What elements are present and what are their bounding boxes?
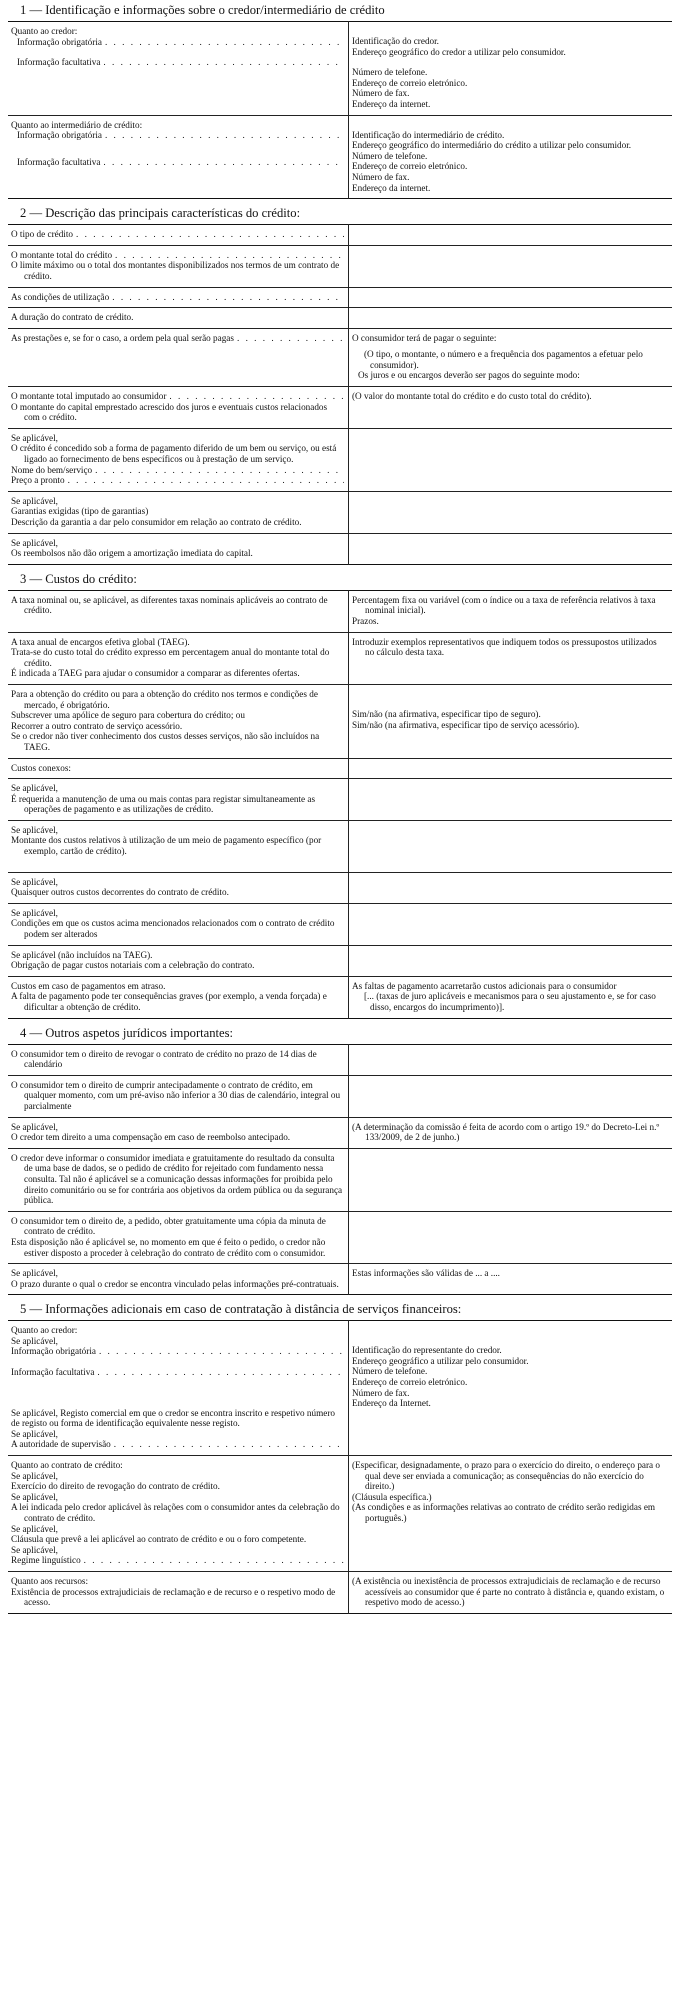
dot-leader xyxy=(84,1555,344,1566)
table-row xyxy=(8,387,672,429)
text-line: Endereço de correio eletrónico. xyxy=(352,1377,468,1388)
leader-field xyxy=(11,475,344,486)
field-label: Informação facultativa xyxy=(11,1367,95,1378)
text-line: O credor deve informar o consumidor imediata e gratuitamente do resultado da consulta de uma base de dados, se o pedido de crédito for rejeitado com fundamento nessa consulta. Tal não é aplicável se a comunicação dessas informações for proibida pelo direito comunitário ou se for contrária aos objetivos da ordem pública ou da segurança pública. xyxy=(11,1152,343,1206)
text-line: Se aplicável, xyxy=(11,876,58,887)
dot-leader xyxy=(112,292,344,303)
row-info-cell xyxy=(349,533,673,564)
text-line: Cláusula que prevê a lei aplicável ao contrato de crédito e ou o foro competente. xyxy=(11,1534,307,1545)
field-label: Informação obrigatória xyxy=(11,1346,96,1357)
text-line: Identificação do intermediário de crédito. xyxy=(352,129,505,140)
text-line: Custos em caso de pagamentos em atraso. xyxy=(11,980,166,991)
row-label-cell xyxy=(8,1044,349,1075)
text-line: Se o credor não tiver conhecimento dos custos desses serviços, não são incluídos na TAEG. xyxy=(11,731,320,752)
text-line: (A determinação da comissão é feita de acordo com o artigo 19.º do Decreto-Lei n.º 133/2009, de 2 de junho.) xyxy=(352,1121,660,1143)
row-label-cell xyxy=(8,533,349,564)
row-label-cell xyxy=(8,1456,349,1572)
row-info-cell xyxy=(349,1571,673,1613)
row-info-cell xyxy=(349,328,673,386)
table-row xyxy=(8,903,672,945)
row-info-cell xyxy=(349,1117,673,1148)
text-line: Se aplicável, xyxy=(11,495,58,506)
row-info-cell xyxy=(349,1075,673,1117)
field-label: As prestações e, se for o caso, a ordem pela qual serão pagas xyxy=(11,332,234,343)
text-line: Número de fax. xyxy=(352,88,410,99)
text-line: Quanto ao credor: xyxy=(11,1325,78,1336)
text-line: É requerida a manutenção de uma ou mais contas para registar simultaneamente as operações de pagamento e as utilizações de crédito. xyxy=(11,793,316,815)
text-line: O consumidor terá de pagar o seguinte: xyxy=(352,332,497,343)
text-line: Endereço da Internet. xyxy=(352,1398,431,1409)
text-line: Se aplicável, xyxy=(11,537,58,548)
table-row xyxy=(8,872,672,903)
text-line: Se aplicável, xyxy=(11,1268,58,1279)
row-info-cell xyxy=(349,779,673,821)
text-line: Endereço da internet. xyxy=(352,98,431,109)
dot-leader xyxy=(115,250,344,261)
leader-field xyxy=(11,333,344,344)
table-row xyxy=(8,1571,672,1613)
spacer xyxy=(11,857,344,867)
text-line: Trata-se do custo total do crédito expresso em percentagem anual do montante total do crédito. xyxy=(11,647,330,668)
text-line: O prazo durante o qual o credor se encontra vinculado pelas informações pré-contratuais. xyxy=(11,1278,339,1289)
text-line: (A existência ou inexistência de processos extrajudiciais de reclamação e de recurso acessíveis ao consumidor que é parte no contrato à distância e, quando existam, o respetivo modo de acesso.) xyxy=(352,1575,665,1608)
row-label-cell xyxy=(8,308,349,329)
row-label-cell xyxy=(8,287,349,308)
table-row xyxy=(8,820,672,872)
dot-leader xyxy=(99,1346,344,1357)
text-line: Endereço de correio eletrónico. xyxy=(352,77,468,88)
section-table xyxy=(8,1320,672,1613)
spacer xyxy=(352,120,668,130)
dot-leader xyxy=(237,333,344,344)
text-line: Se aplicável, xyxy=(11,1491,58,1502)
row-label-cell xyxy=(8,820,349,872)
text-line: O montante do capital emprestado acrescido dos juros e eventuais custos relacionados com o crédito. xyxy=(11,401,328,423)
text-line: Quanto ao credor: xyxy=(11,26,78,36)
text-line: Se aplicável, Registo comercial em que o credor se encontra inscrito e respetivo número de registo ou forma de identificação equivalente nesse registo. xyxy=(11,1407,335,1429)
text-line: Número de fax. xyxy=(352,171,410,182)
text-line: Se aplicável, xyxy=(11,1470,58,1481)
text-line: Se aplicável (não incluídos na TAEG). xyxy=(11,949,153,960)
dot-leader xyxy=(76,229,344,240)
row-label-cell xyxy=(8,1211,349,1263)
field-label: Preço a pronto xyxy=(11,475,65,486)
field-label: Informação obrigatória xyxy=(17,36,102,47)
text-line: Número de fax. xyxy=(352,1387,410,1398)
text-line: O consumidor tem o direito de cumprir antecipadamente o contrato de crédito, em qualquer momento, com um pré-aviso não inferior a 30 dias de calendário, integral ou parcialmente xyxy=(11,1079,341,1111)
table-row xyxy=(8,491,672,533)
row-label-cell xyxy=(8,22,349,116)
text-line: Quanto aos recursos: xyxy=(11,1575,89,1586)
row-info-cell xyxy=(349,245,673,287)
text-line: Sim/não (na afirmativa, especificar tipo de serviço acessório). xyxy=(352,719,580,730)
leader-field xyxy=(11,391,344,402)
leader-field xyxy=(11,37,344,48)
dot-leader xyxy=(105,37,344,48)
text-line: Esta disposição não é aplicável se, no momento em que é feito o pedido, o credor não estiver disposto a proceder à celebração do contrato de crédito com o consumidor. xyxy=(11,1236,326,1258)
row-info-cell xyxy=(349,491,673,533)
text-line: Endereço geográfico a utilizar pelo consumidor. xyxy=(352,1355,529,1366)
table-row xyxy=(8,1264,672,1295)
row-info-cell xyxy=(349,1321,673,1456)
row-label-cell xyxy=(8,491,349,533)
table-row xyxy=(8,945,672,976)
row-info-cell xyxy=(349,225,673,246)
spacer xyxy=(11,1378,344,1388)
text-line: A duração do contrato de crédito. xyxy=(11,312,134,323)
field-label: Informação facultativa xyxy=(17,57,101,68)
table-row xyxy=(8,328,672,386)
spacer xyxy=(352,689,668,699)
text-line: Estas informações são válidas de ... a .... xyxy=(352,1268,500,1279)
row-label-cell xyxy=(8,779,349,821)
row-info-cell xyxy=(349,684,673,758)
text-line: Se aplicável, xyxy=(11,824,58,835)
text-line: (Especificar, designadamente, o prazo para o exercício do direito, o endereço para o qual deve ser enviada a comunicação; as consequências do não exercício do direito.) xyxy=(352,1460,661,1492)
text-line: O consumidor tem o direito de revogar o contrato de crédito no prazo de 14 dias de calendário xyxy=(11,1048,317,1070)
table-row xyxy=(8,308,672,329)
spacer xyxy=(352,57,668,67)
table-row xyxy=(8,22,672,116)
text-line: A taxa nominal ou, se aplicável, as diferentes taxas nominais aplicáveis ao contrato de crédito. xyxy=(11,594,328,616)
text-line: O crédito é concedido sob a forma de pagamento diferido de um bem ou serviço, ou está ligado ao fornecimento de bens específicos ou à prestação de um serviço. xyxy=(11,443,337,465)
row-label-cell xyxy=(8,758,349,779)
spacer xyxy=(352,1325,668,1335)
row-info-cell xyxy=(349,287,673,308)
row-label-cell xyxy=(8,632,349,684)
text-line: Introduzir exemplos representativos que indiquem todos os pressupostos utilizados no cálculo desta taxa. xyxy=(352,636,657,658)
row-info-cell xyxy=(349,903,673,945)
row-label-cell xyxy=(8,945,349,976)
text-line: Os reembolsos não dão origem a amortização imediata do capital. xyxy=(11,548,253,559)
row-info-cell xyxy=(349,1148,673,1211)
text-line: Se aplicável, xyxy=(11,1428,58,1439)
row-label-cell xyxy=(8,245,349,287)
text-line: O limite máximo ou o total dos montantes disponibilizados nos termos de um contrato de crédito. xyxy=(11,260,340,281)
row-label-cell xyxy=(8,1075,349,1117)
text-line: Descrição da garantia a dar pelo consumidor em relação ao contrato de crédito. xyxy=(11,517,302,527)
row-label-cell xyxy=(8,115,349,199)
field-label: Informação facultativa xyxy=(17,156,101,167)
text-line: (O tipo, o montante, o número e a frequência dos pagamentos a efetuar pelo consumidor). xyxy=(364,349,643,370)
field-label: O montante total imputado ao consumidor xyxy=(11,391,167,402)
dot-leader xyxy=(97,1367,344,1378)
row-info-cell xyxy=(349,758,673,779)
table-row xyxy=(8,590,672,632)
table-row xyxy=(8,287,672,308)
dot-leader xyxy=(169,391,344,402)
text-line: Endereço geográfico do intermediário do crédito a utilizar pelo consumidor. xyxy=(352,140,632,151)
text-line: Condições em que os custos acima mencionados relacionados com o contrato de crédito podem ser alterados xyxy=(11,918,335,940)
text-line: Sim/não (na afirmativa, especificar tipo de seguro). xyxy=(352,708,541,719)
field-label: O montante total do crédito xyxy=(11,249,113,260)
text-line: Subscrever uma apólice de seguro para cobertura do crédito; ou xyxy=(11,710,245,721)
text-line: Quaisquer outros custos decorrentes do contrato de crédito. xyxy=(11,887,229,898)
row-info-cell xyxy=(349,590,673,632)
text-line: Quanto ao intermediário de crédito: xyxy=(11,119,143,130)
dot-leader xyxy=(68,475,344,486)
row-label-cell xyxy=(8,872,349,903)
text-line: Endereço geográfico do credor a utilizar pelo consumidor. xyxy=(352,46,566,57)
row-label-cell xyxy=(8,387,349,429)
row-info-cell xyxy=(349,632,673,684)
text-line: Se aplicável, xyxy=(11,1544,58,1555)
text-line: (As condições e as informações relativas ao contrato de crédito serão redigidas em português.) xyxy=(352,1502,656,1523)
text-line: [... (taxas de juro aplicáveis e mecanismos para o seu ajustamento e, se for caso disso, encargos do incumprimento)]. xyxy=(364,991,656,1012)
text-line: Se aplicável, xyxy=(11,432,58,443)
row-info-cell xyxy=(349,1456,673,1572)
row-info-cell xyxy=(349,1044,673,1075)
row-info-cell xyxy=(349,428,673,491)
text-line: Recorrer a outro contrato de serviço acessório. xyxy=(11,720,183,731)
spacer xyxy=(11,1388,344,1398)
text-line: Se aplicável, xyxy=(11,783,58,794)
dot-leader xyxy=(95,465,344,476)
field-label: Regime linguístico xyxy=(11,1555,81,1566)
dot-leader xyxy=(114,1439,344,1450)
text-line: Montante dos custos relativos à utilização de um meio de pagamento específico (por exemplo, cartão de crédito). xyxy=(11,835,322,857)
row-info-cell xyxy=(349,308,673,329)
text-line: Se aplicável, xyxy=(11,1523,58,1534)
row-label-cell xyxy=(8,684,349,758)
spacer xyxy=(11,1357,344,1367)
text-line: Exercício do direito de revogação do contrato de crédito. xyxy=(11,1481,220,1492)
leader-field xyxy=(11,1555,344,1566)
text-line: Se aplicável, xyxy=(11,907,58,918)
text-line: Os juros e ou encargos deverão ser pagos do seguinte modo: xyxy=(358,370,580,381)
document xyxy=(8,0,672,1614)
leader-field xyxy=(11,229,344,240)
section-title: 3 — Custos do crédito: xyxy=(20,571,137,586)
row-label-cell xyxy=(8,428,349,491)
text-line: Custos conexos: xyxy=(11,762,71,773)
table-row xyxy=(8,684,672,758)
table-row xyxy=(8,1148,672,1211)
table-row xyxy=(8,1321,672,1456)
row-label-cell xyxy=(8,590,349,632)
spacer xyxy=(352,699,668,709)
text-line: Prazos. xyxy=(352,615,379,626)
leader-field xyxy=(11,250,344,261)
leader-field xyxy=(11,130,344,141)
table-row xyxy=(8,1117,672,1148)
row-label-cell xyxy=(8,1321,349,1456)
table-row xyxy=(8,1456,672,1572)
text-line: Se aplicável, xyxy=(11,1121,58,1132)
text-line: As faltas de pagamento acarretarão custos adicionais para o consumidor xyxy=(352,980,617,991)
field-label: A autoridade de supervisão xyxy=(11,1439,111,1450)
table-row xyxy=(8,428,672,491)
text-line: A falta de pagamento pode ter consequências graves (por exemplo, a venda forçada) e dificultar a obtenção de crédito. xyxy=(11,991,327,1012)
dot-leader xyxy=(103,157,344,168)
text-line: Obrigação de pagar custos notariais com a celebração do contrato. xyxy=(11,960,255,971)
row-label-cell xyxy=(8,225,349,246)
leader-field xyxy=(11,1439,344,1450)
table-row xyxy=(8,533,672,564)
table-row xyxy=(8,632,672,684)
text-line: Número de telefone. xyxy=(352,67,428,78)
dot-leader xyxy=(105,130,344,141)
text-line: (O valor do montante total do crédito e do custo total do crédito). xyxy=(352,391,592,402)
leader-field xyxy=(11,57,344,68)
row-info-cell xyxy=(349,945,673,976)
text-line: Endereço da internet. xyxy=(352,182,431,193)
row-label-cell xyxy=(8,1571,349,1613)
section-title: 5 — Informações adicionais em caso de contratação à distância de serviços financeiros: xyxy=(20,1302,462,1317)
spacer xyxy=(352,26,668,36)
row-label-cell xyxy=(8,328,349,386)
row-label-cell xyxy=(8,903,349,945)
spacer xyxy=(11,141,344,151)
row-label-cell xyxy=(8,976,349,1018)
section-table xyxy=(8,590,672,1019)
text-line: Garantias exigidas (tipo de garantias) xyxy=(11,506,149,517)
leader-field xyxy=(11,157,344,168)
row-info-cell xyxy=(349,1264,673,1295)
table-row xyxy=(8,1211,672,1263)
row-info-cell xyxy=(349,976,673,1018)
section-title: 1 — Identificação e informações sobre o credor/intermediário de crédito xyxy=(20,3,385,17)
text-line: Se aplicável, xyxy=(11,1335,58,1346)
table-row xyxy=(8,976,672,1018)
table-row xyxy=(8,758,672,779)
row-info-cell xyxy=(349,820,673,872)
field-label: O tipo de crédito xyxy=(11,229,73,240)
table-row xyxy=(8,1044,672,1075)
text-line: Número de telefone. xyxy=(352,150,428,161)
leader-field xyxy=(11,292,344,303)
text-line: (Cláusula específica.) xyxy=(352,1491,432,1502)
spacer xyxy=(11,47,344,57)
section-title: 4 — Outros aspetos jurídicos importantes: xyxy=(20,1025,234,1040)
text-line: A taxa anual de encargos efetiva global (TAEG). xyxy=(11,636,190,647)
leader-field xyxy=(11,1367,344,1378)
table-row xyxy=(8,779,672,821)
field-label: Informação obrigatória xyxy=(17,130,102,141)
section-table xyxy=(8,21,672,199)
table-row xyxy=(8,1075,672,1117)
text-line: É indicada a TAEG para ajudar o consumidor a comparar as diferentes ofertas. xyxy=(11,668,300,679)
text-line: O consumidor tem o direito de, a pedido, obter gratuitamente uma cópia da minuta de contrato de crédito. xyxy=(11,1215,326,1237)
text-line: Quanto ao contrato de crédito: xyxy=(11,1460,123,1471)
section-title: 2 — Descrição das principais características do crédito: xyxy=(20,206,301,221)
text-line: Número de telefone. xyxy=(352,1366,428,1377)
row-label-cell xyxy=(8,1117,349,1148)
row-info-cell xyxy=(349,22,673,116)
text-line: Existência de processos extrajudiciais de reclamação e de recurso e o respetivo modo de acesso. xyxy=(11,1586,336,1608)
leader-field xyxy=(11,1346,344,1357)
table-row xyxy=(8,225,672,246)
row-info-cell xyxy=(349,387,673,429)
row-label-cell xyxy=(8,1148,349,1211)
spacer xyxy=(352,1335,668,1345)
text-line: Identificação do representante do credor. xyxy=(352,1345,502,1356)
section-table xyxy=(8,1044,672,1296)
row-info-cell xyxy=(349,115,673,199)
dot-leader xyxy=(103,57,344,68)
row-label-cell xyxy=(8,1264,349,1295)
text-line: A lei indicada pelo credor aplicável às relações com o consumidor antes da celebração do contrato de crédito. xyxy=(11,1502,340,1523)
leader-field xyxy=(11,465,344,476)
row-info-cell xyxy=(349,1211,673,1263)
spacer xyxy=(11,1398,344,1408)
text-line: Identificação do credor. xyxy=(352,36,439,46)
table-row xyxy=(8,245,672,287)
text-line: O credor tem direito a uma compensação em caso de reembolso antecipado. xyxy=(11,1132,291,1143)
table-row xyxy=(8,115,672,199)
text-line: Para a obtenção do crédito ou para a obtenção do crédito nos termos e condições de mercado, é obrigatório. xyxy=(11,688,318,710)
text-line: Percentagem fixa ou variável (com o índice ou a taxa de referência relativos à taxa nominal inicial). xyxy=(352,594,656,616)
row-info-cell xyxy=(349,872,673,903)
field-label: As condições de utilização xyxy=(11,291,110,302)
field-label: Nome do bem/serviço xyxy=(11,464,93,475)
text-line: Endereço de correio eletrónico. xyxy=(352,161,468,172)
section-table xyxy=(8,224,672,565)
